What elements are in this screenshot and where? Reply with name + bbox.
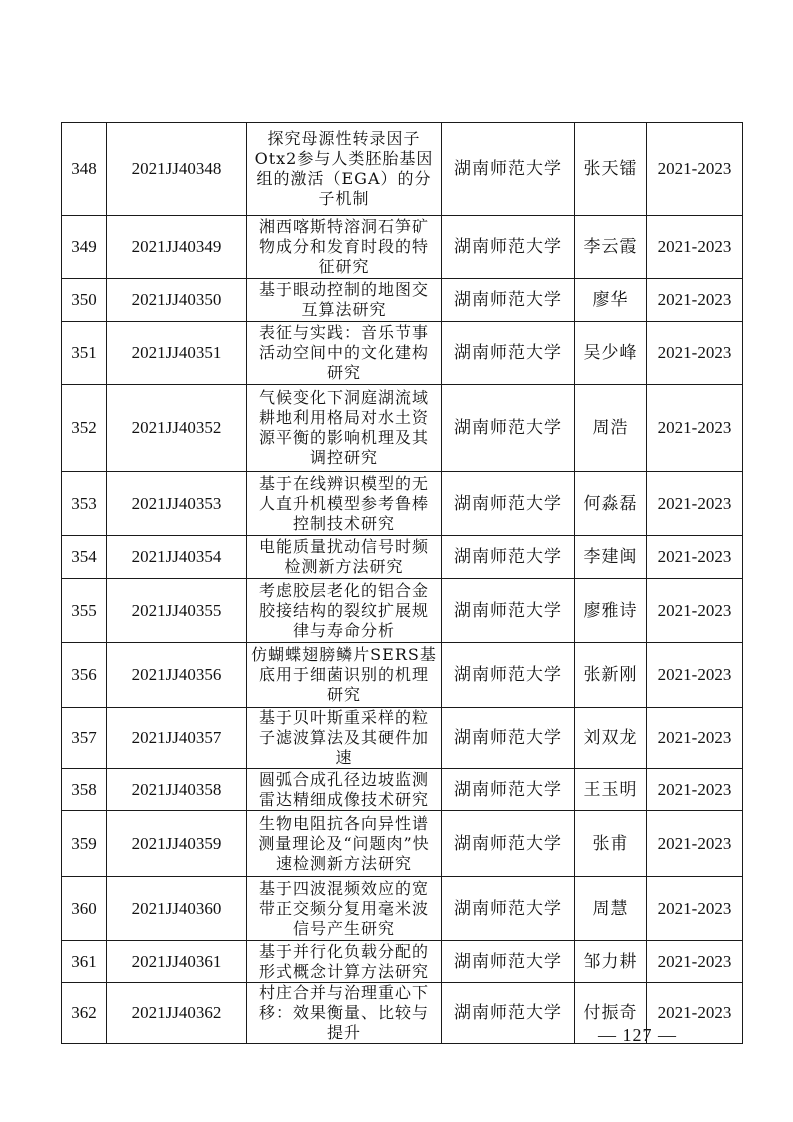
leader-cell: 廖雅诗 <box>575 579 647 643</box>
period-cell: 2021-2023 <box>647 279 743 322</box>
period-cell: 2021-2023 <box>647 536 743 579</box>
project-code-cell: 2021JJ40349 <box>107 216 247 279</box>
period-cell: 2021-2023 <box>647 811 743 877</box>
institution-cell: 湖南师范大学 <box>442 216 575 279</box>
table-row <box>62 579 743 643</box>
period-cell: 2021-2023 <box>647 579 743 643</box>
period-cell: 2021-2023 <box>647 216 743 279</box>
period-cell: 2021-2023 <box>647 322 743 385</box>
leader-cell: 周慧 <box>575 877 647 941</box>
period-cell: 2021-2023 <box>647 983 743 1044</box>
institution-cell: 湖南师范大学 <box>442 769 575 811</box>
project-title-cell: 生物电阻抗各向异性谱测量理论及“问题肉”快速检测新方法研究 <box>247 811 442 877</box>
leader-cell: 刘双龙 <box>575 708 647 769</box>
leader-cell: 何淼磊 <box>575 472 647 536</box>
project-title-cell: 气候变化下洞庭湖流域耕地利用格局对水土资源平衡的影响机理及其调控研究 <box>247 385 442 472</box>
table-row <box>62 941 743 983</box>
project-code-cell: 2021JJ40359 <box>107 811 247 877</box>
leader-cell: 邹力耕 <box>575 941 647 983</box>
project-table-body <box>62 123 743 1044</box>
table-row <box>62 643 743 708</box>
project-title-cell: 电能质量扰动信号时频检测新方法研究 <box>247 536 442 579</box>
institution-cell: 湖南师范大学 <box>442 983 575 1044</box>
row-number-cell: 359 <box>62 811 107 877</box>
table-row <box>62 769 743 811</box>
period-cell: 2021-2023 <box>647 385 743 472</box>
project-table <box>61 122 743 1044</box>
leader-cell: 张甫 <box>575 811 647 877</box>
table-row <box>62 472 743 536</box>
institution-cell: 湖南师范大学 <box>442 536 575 579</box>
institution-cell: 湖南师范大学 <box>442 579 575 643</box>
project-title-cell: 圆弧合成孔径边坡监测雷达精细成像技术研究 <box>247 769 442 811</box>
institution-cell: 湖南师范大学 <box>442 877 575 941</box>
row-number-cell: 357 <box>62 708 107 769</box>
project-title-cell: 基于四波混频效应的宽带正交频分复用毫米波信号产生研究 <box>247 877 442 941</box>
project-code-cell: 2021JJ40353 <box>107 472 247 536</box>
project-code-cell: 2021JJ40362 <box>107 983 247 1044</box>
project-code-cell: 2021JJ40351 <box>107 322 247 385</box>
project-code-cell: 2021JJ40354 <box>107 536 247 579</box>
period-cell: 2021-2023 <box>647 643 743 708</box>
row-number-cell: 352 <box>62 385 107 472</box>
table-row <box>62 322 743 385</box>
row-number-cell: 353 <box>62 472 107 536</box>
row-number-cell: 348 <box>62 123 107 216</box>
leader-cell: 张天镭 <box>575 123 647 216</box>
table-row <box>62 536 743 579</box>
institution-cell: 湖南师范大学 <box>442 123 575 216</box>
project-title-cell: 考虑胶层老化的铝合金胶接结构的裂纹扩展规律与寿命分析 <box>247 579 442 643</box>
row-number-cell: 350 <box>62 279 107 322</box>
institution-cell: 湖南师范大学 <box>442 708 575 769</box>
table-row <box>62 279 743 322</box>
period-cell: 2021-2023 <box>647 769 743 811</box>
institution-cell: 湖南师范大学 <box>442 385 575 472</box>
leader-cell: 廖华 <box>575 279 647 322</box>
institution-cell: 湖南师范大学 <box>442 279 575 322</box>
period-cell: 2021-2023 <box>647 708 743 769</box>
table-row <box>62 123 743 216</box>
row-number-cell: 355 <box>62 579 107 643</box>
period-cell: 2021-2023 <box>647 472 743 536</box>
project-code-cell: 2021JJ40352 <box>107 385 247 472</box>
leader-cell: 周浩 <box>575 385 647 472</box>
table-row <box>62 877 743 941</box>
row-number-cell: 358 <box>62 769 107 811</box>
row-number-cell: 354 <box>62 536 107 579</box>
row-number-cell: 351 <box>62 322 107 385</box>
project-title-cell: 村庄合并与治理重心下移：效果衡量、比较与提升 <box>247 983 442 1044</box>
period-cell: 2021-2023 <box>647 877 743 941</box>
project-code-cell: 2021JJ40348 <box>107 123 247 216</box>
project-title-cell: 湘西喀斯特溶洞石笋矿物成分和发育时段的特征研究 <box>247 216 442 279</box>
project-code-cell: 2021JJ40361 <box>107 941 247 983</box>
project-code-cell: 2021JJ40355 <box>107 579 247 643</box>
leader-cell: 张新刚 <box>575 643 647 708</box>
leader-cell: 李建闽 <box>575 536 647 579</box>
table-row <box>62 811 743 877</box>
institution-cell: 湖南师范大学 <box>442 643 575 708</box>
leader-cell: 付振奇 <box>575 983 647 1044</box>
project-code-cell: 2021JJ40356 <box>107 643 247 708</box>
table-row <box>62 708 743 769</box>
project-title-cell: 探究母源性转录因子Otx2参与人类胚胎基因组的激活（EGA）的分子机制 <box>247 123 442 216</box>
project-title-cell: 表征与实践：音乐节事活动空间中的文化建构研究 <box>247 322 442 385</box>
institution-cell: 湖南师范大学 <box>442 811 575 877</box>
row-number-cell: 360 <box>62 877 107 941</box>
row-number-cell: 356 <box>62 643 107 708</box>
project-table-container <box>61 122 742 1044</box>
project-title-cell: 仿蝴蝶翅膀鳞片SERS基底用于细菌识别的机理研究 <box>247 643 442 708</box>
institution-cell: 湖南师范大学 <box>442 941 575 983</box>
period-cell: 2021-2023 <box>647 123 743 216</box>
institution-cell: 湖南师范大学 <box>442 322 575 385</box>
institution-cell: 湖南师范大学 <box>442 472 575 536</box>
row-number-cell: 362 <box>62 983 107 1044</box>
leader-cell: 李云霞 <box>575 216 647 279</box>
leader-cell: 吴少峰 <box>575 322 647 385</box>
project-title-cell: 基于眼动控制的地图交互算法研究 <box>247 279 442 322</box>
table-row <box>62 216 743 279</box>
project-title-cell: 基于贝叶斯重采样的粒子滤波算法及其硬件加速 <box>247 708 442 769</box>
project-title-cell: 基于并行化负载分配的形式概念计算方法研究 <box>247 941 442 983</box>
project-code-cell: 2021JJ40358 <box>107 769 247 811</box>
project-code-cell: 2021JJ40350 <box>107 279 247 322</box>
row-number-cell: 349 <box>62 216 107 279</box>
row-number-cell: 361 <box>62 941 107 983</box>
project-code-cell: 2021JJ40360 <box>107 877 247 941</box>
table-row <box>62 385 743 472</box>
project-code-cell: 2021JJ40357 <box>107 708 247 769</box>
leader-cell: 王玉明 <box>575 769 647 811</box>
page-number: — 127 — <box>598 1025 677 1045</box>
project-title-cell: 基于在线辨识模型的无人直升机模型参考鲁棒控制技术研究 <box>247 472 442 536</box>
period-cell: 2021-2023 <box>647 941 743 983</box>
